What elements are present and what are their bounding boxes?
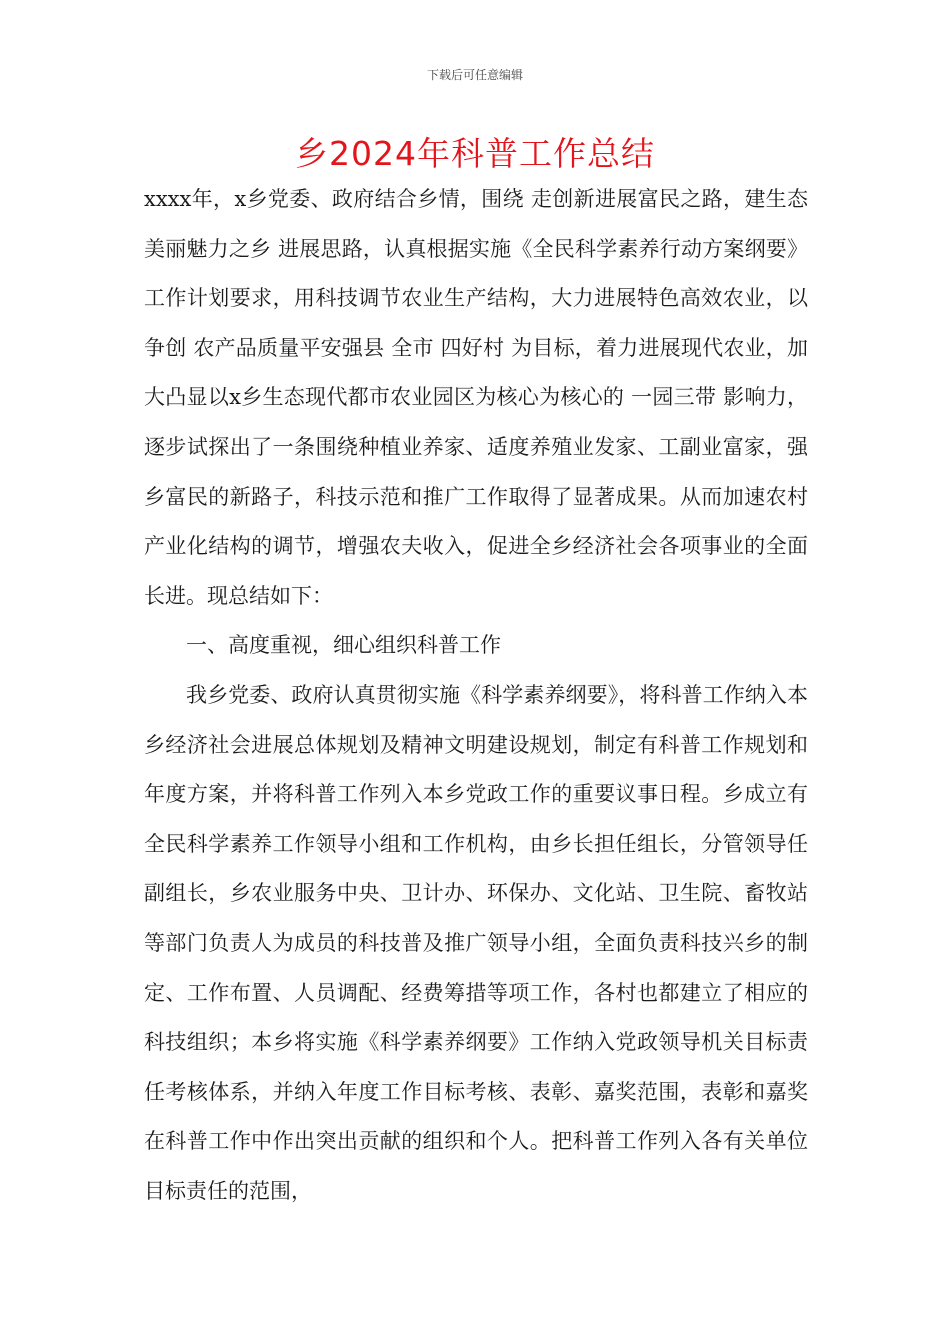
document-title: 乡2024年科普工作总结 (295, 134, 655, 173)
body-paragraph: 我乡党委、政府认真贯彻实施《科学素养纲要》，将科普工作纳入本乡经济社会进展总体规划及精神文明建设规划，制定有科普工作规划和年度方案，并将科普工作列入本乡党政工作的重要议事日程。乡成立有全民科学素养工作领导小组和工作机构，由乡长担任组长，分管领导任副组长，乡农业服务中央、卫计办、环保办、文化站、卫生院、畜牧站等部门负责人为成员的科技普及推广领导小组，全面负责科技兴乡的制定、工作布置、人员调配、经费筹措等项工作，各村也都建立了相应的科技组织；本乡将实施《科学素养纲要》工作纳入党政领导机关目标责任考核体系，并纳入年度工作目标考核、表彰、嘉奖范围，表彰和嘉奖在科普工作中作出突出贡献的组织和个人。把科普工作列入各有关单位目标责任的范围， (144, 682, 808, 1203)
section-heading: 一、高度重视，细心组织科普工作 (186, 633, 501, 658)
page-header-note: 下载后可任意编辑 (426, 68, 523, 82)
intro-paragraph: xxxx年，x乡党委、政府结合乡情，围绕 走创新进展富民之路，建生态美丽魅力之乡 进展思路，认真根据实施《全民科学素养行动方案纲要》工作计划要求，用科技调节农业生产结构，大力进展特色高效农业，以争创 农产品质量平安强县 全市 四好村 为目标，着力进展现代农业，加大凸显以x乡生态现代都市农业园区为核心为核心的 一园三带 影响力，逐步试探出了一条围绕种植业养家、适度养殖业发家、工副业富家，强乡富民的新路子，科技示范和推广工作取得了显著成果。从而加速农村产业化结构的调节，增强农夫收入，促进全乡经济社会各项事业的全面长进。现总结如下： (144, 187, 808, 608)
document-body (144, 175, 808, 1216)
